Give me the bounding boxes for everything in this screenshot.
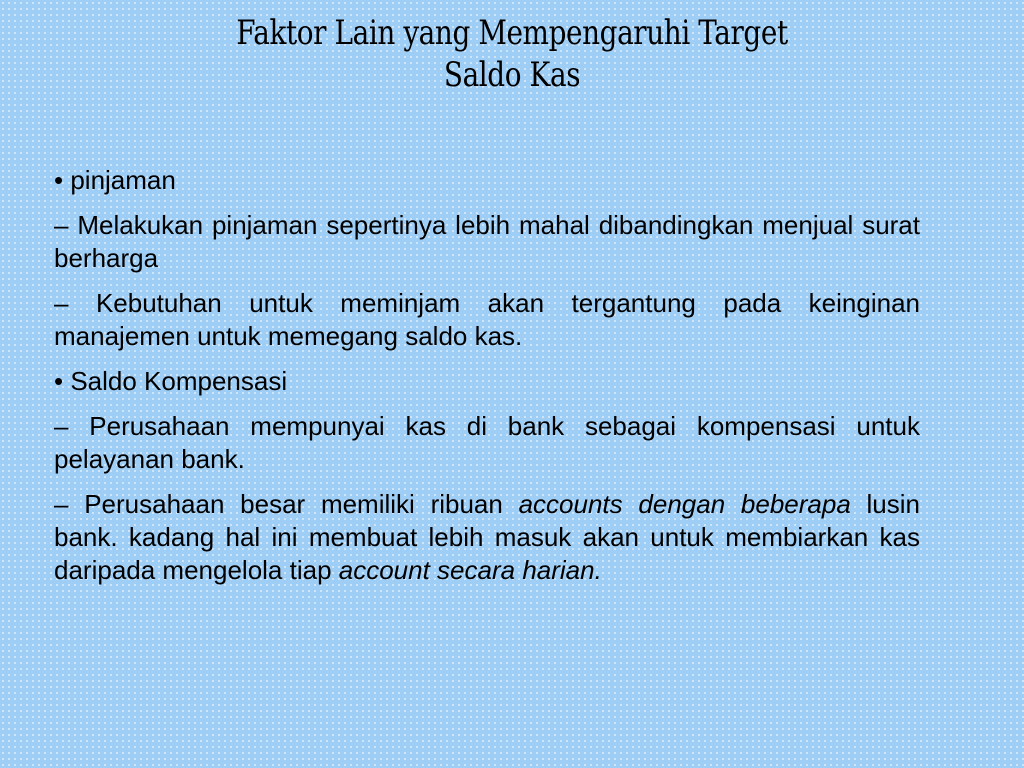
title-line-2: Saldo Kas: [443, 55, 581, 95]
item4-italic-1: accounts dengan beberapa: [518, 489, 851, 519]
item-kebutuhan-meminjam: – Kebutuhan untuk meminjam akan tergantung pada keinginan manajemen untuk memegang saldo kas.: [54, 288, 920, 351]
title-line-1: Faktor Lain yang Mempengaruhi Target: [236, 13, 788, 53]
slide-title: [191, 12, 834, 96]
slide-body: [54, 164, 920, 599]
item-kompensasi-bank: – Perusahaan mempunyai kas di bank sebagai kompensasi untuk pelayanan bank.: [54, 411, 920, 474]
item-perusahaan-besar: [54, 488, 920, 587]
item4-text-2: lusin bank. kadang hal ini membuat lebih masuk akan untuk membiarkan kas daripada mengelola tiap: [54, 489, 920, 585]
bullet-pinjaman: • pinjaman: [54, 165, 176, 195]
item4-italic-2: account secara harian.: [338, 555, 602, 585]
item-pinjaman-mahal: – Melakukan pinjaman sepertinya lebih mahal dibandingkan menjual surat berharga: [54, 210, 920, 273]
bullet-saldo-kompensasi: • Saldo Kompensasi: [54, 366, 288, 396]
item4-text-1: – Perusahaan besar memiliki ribuan: [54, 489, 519, 519]
